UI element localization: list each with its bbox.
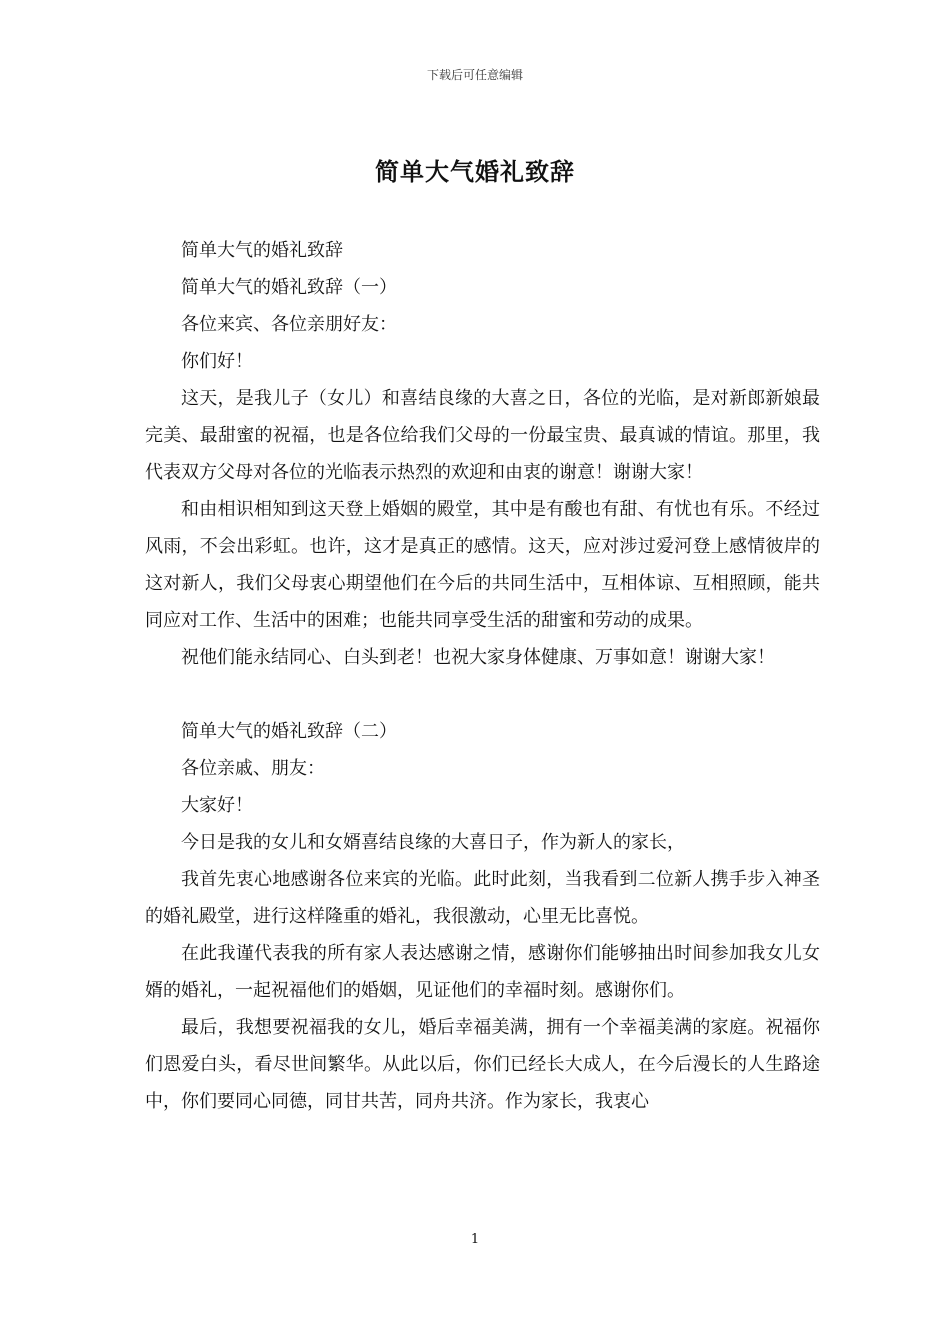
page-number: 1 bbox=[470, 1232, 480, 1247]
paragraph: 简单大气的婚礼致辞 bbox=[181, 240, 343, 261]
paragraph: 祝他们能永结同心、白头到老！也祝大家身体健康、万事如意！谢谢大家！ bbox=[181, 647, 775, 668]
section-heading: 简单大气的婚礼致辞（二） bbox=[181, 721, 397, 742]
document-body bbox=[145, 232, 820, 1120]
paragraph: 我首先衷心地感谢各位来宾的光临。此时此刻，当我看到二位新人携手步入神圣的婚礼殿堂，进行这样隆重的婚礼，我很激动，心里无比喜悦。 bbox=[145, 869, 820, 927]
document-title: 简单大气婚礼致辞 bbox=[375, 157, 575, 186]
section-spacer bbox=[145, 676, 820, 713]
salutation: 各位亲戚、朋友： bbox=[181, 758, 325, 779]
paragraph: 在此我谨代表我的所有家人表达感谢之情，感谢你们能够抽出时间参加我女儿女婿的婚礼，一起祝福他们的婚姻，见证他们的幸福时刻。感谢你们。 bbox=[145, 943, 820, 1001]
header-note: 下载后可任意编辑 bbox=[426, 68, 523, 82]
paragraph: 最后，我想要祝福我的女儿，婚后幸福美满，拥有一个幸福美满的家庭。祝福你们恩爱白头，看尽世间繁华。从此以后，你们已经长大成人，在今后漫长的人生路途中，你们要同心同德，同甘共苦，同舟共济。作为家长，我衷心 bbox=[145, 1017, 820, 1112]
section-heading: 简单大气的婚礼致辞（一） bbox=[181, 277, 397, 298]
paragraph: 今日是我的女儿和女婿喜结良缘的大喜日子，作为新人的家长， bbox=[181, 832, 685, 853]
paragraph: 这天，是我儿子（女儿）和喜结良缘的大喜之日，各位的光临，是对新郎新娘最完美、最甜蜜的祝福，也是各位给我们父母的一份最宝贵、最真诚的情谊。那里，我代表双方父母对各位的光临表示热烈的欢迎和由衷的谢意！谢谢大家！ bbox=[145, 388, 820, 483]
paragraph: 和由相识相知到这天登上婚姻的殿堂，其中是有酸也有甜、有忧也有乐。不经过风雨，不会出彩虹。也许，这才是真正的感情。这天，应对涉过爱河登上感情彼岸的这对新人，我们父母衷心期望他们在今后的共同生活中，互相体谅、互相照顾，能共同应对工作、生活中的困难；也能共同享受生活的甜蜜和劳动的成果。 bbox=[145, 499, 820, 631]
greeting: 大家好！ bbox=[181, 795, 253, 816]
salutation: 各位来宾、各位亲朋好友： bbox=[181, 314, 397, 335]
greeting: 你们好！ bbox=[181, 351, 253, 372]
